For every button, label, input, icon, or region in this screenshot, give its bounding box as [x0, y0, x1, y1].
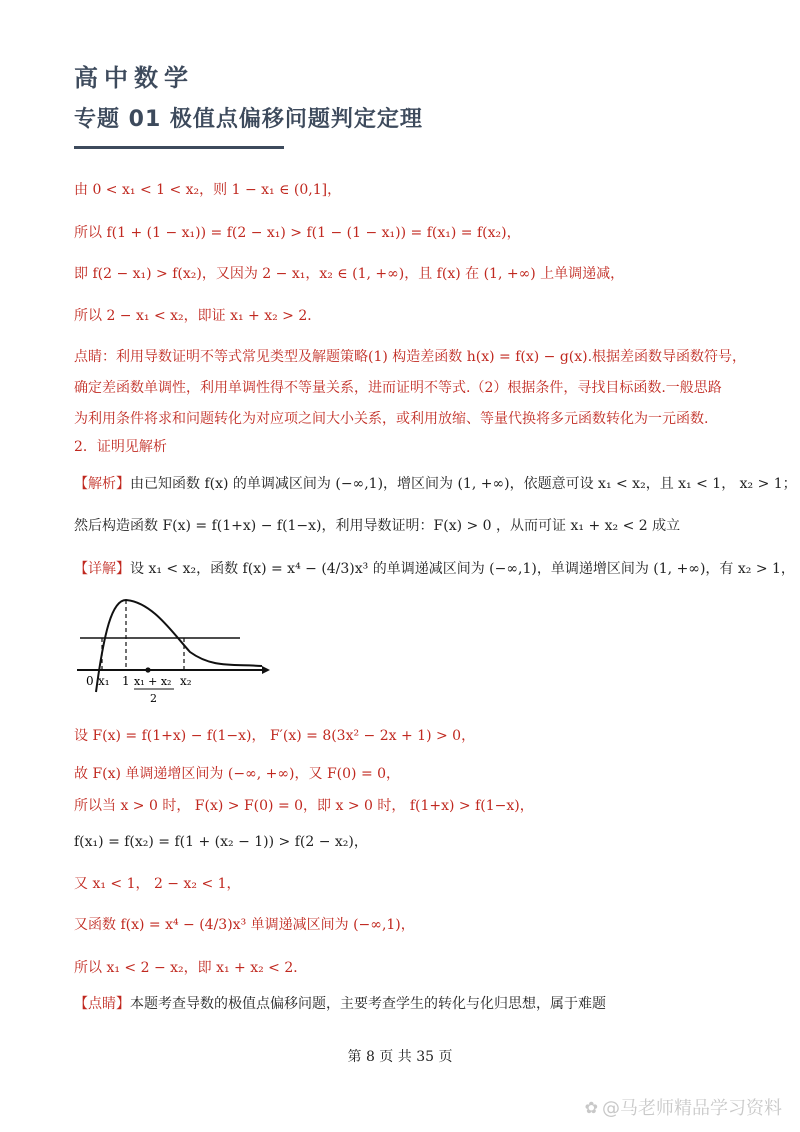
label-mid-denominator: 2 — [150, 692, 157, 705]
step-6: 又函数 f(x) = x⁴ − (4/3)x³ 单调递减区间为 (−∞,1)， — [74, 917, 415, 933]
note-line-1: 点睛：利用导数证明不等式常见类型及解题策略(1) 构造差函数 h(x) = f(x) − g(x).根据差函数导函数符号， — [74, 349, 747, 365]
step-4: f(x₁) = f(x₂) = f(1 + (x₂ − 1)) > f(2 − x₂)， — [74, 834, 368, 850]
line-4: 所以 2 − x₁ < x₂，即证 x₁ + x₂ > 2． — [74, 308, 322, 324]
watermark — [585, 1094, 782, 1120]
label-x2: x₂ — [180, 674, 192, 688]
subject-heading: 高中数学 — [74, 64, 194, 92]
step-5: 又 x₁ < 1， 2 − x₂ < 1， — [74, 876, 241, 892]
paw-icon: ✿ — [584, 1097, 598, 1117]
x-axis-arrow-icon — [262, 666, 270, 674]
step-2: 故 F(x) 单调递增区间为 (−∞, +∞)，又 F(0) = 0， — [74, 766, 401, 782]
label-mid-numerator: x₁ + x₂ — [134, 675, 172, 688]
note-line-3: 为利用条件将求和问题转化为对应项之间大小关系，或利用放缩、等量代换将多元函数转化为一元函数. — [74, 411, 709, 427]
note-paragraph — [74, 342, 747, 435]
line-1: 由 0 < x₁ < 1 < x₂，则 1 − x₁ ∈ (0,1]， — [74, 182, 342, 198]
midpoint-dot — [145, 667, 150, 672]
label-x1: x₁ — [98, 674, 110, 688]
analysis-text: 由已知函数 f(x) 的单调减区间为 (−∞,1)，增区间为 (1, +∞)，依题意可设 x₁ < x₂，且 x₁ < 1， x₂ > 1； — [130, 476, 797, 492]
function-graph — [72, 592, 272, 712]
line-2: 所以 f(1 + (1 − x₁)) = f(2 − x₁) > f(1 − (1 − x₁)) = f(x₁) = f(x₂)， — [74, 225, 521, 241]
curve — [96, 600, 262, 692]
detail-line — [74, 559, 795, 579]
analysis-line — [74, 474, 797, 494]
topic-title: 专题 01 极值点偏移问题判定定理 — [74, 107, 423, 132]
line-3: 即 f(2 − x₁) > f(x₂)，又因为 2 − x₁，x₂ ∈ (1, +∞)，且 f(x) 在 (1, +∞) 上单调递减， — [74, 266, 625, 282]
remark-text: 本题考查导数的极值点偏移问题，主要考查学生的转化与化归思想，属于难题 — [130, 996, 606, 1012]
label-0: 0 — [86, 674, 94, 688]
step-3: 所以当 x > 0 时， F(x) > F(0) = 0，即 x > 0 时， f(1+x) > f(1−x)， — [74, 798, 534, 814]
detail-tag: 【详解】 — [74, 561, 130, 577]
watermark-text: @马老师精品学习资料 — [602, 1098, 782, 1119]
construct-line: 然后构造函数 F(x) = f(1+x) − f(1−x)，利用导数证明：F(x) > 0 ，从而可证 x₁ + x₂ < 2 成立 — [74, 518, 681, 534]
label-1: 1 — [122, 674, 130, 688]
remark-tag: 【点睛】 — [74, 996, 130, 1012]
analysis-tag: 【解析】 — [74, 476, 130, 492]
question-2-answer: 2．证明见解析 — [74, 439, 167, 455]
step-7: 所以 x₁ < 2 − x₂，即 x₁ + x₂ < 2． — [74, 960, 308, 976]
page-number: 第 8 页 共 35 页 — [347, 1049, 453, 1065]
title-underline — [74, 146, 284, 149]
note-line-2: 确定差函数单调性，利用单调性得不等量关系，进而证明不等式.（2）根据条件，寻找目标函数.一般思路 — [74, 380, 722, 396]
step-1: 设 F(x) = f(1+x) − f(1−x)， F′(x) = 8(3x² − 2x + 1) > 0， — [74, 728, 476, 744]
detail-text: 设 x₁ < x₂，函数 f(x) = x⁴ − (4/3)x³ 的单调递减区间为 (−∞,1)，单调递增区间为 (1, +∞)，有 x₂ > 1， — [130, 561, 795, 577]
remark-line — [74, 994, 606, 1014]
